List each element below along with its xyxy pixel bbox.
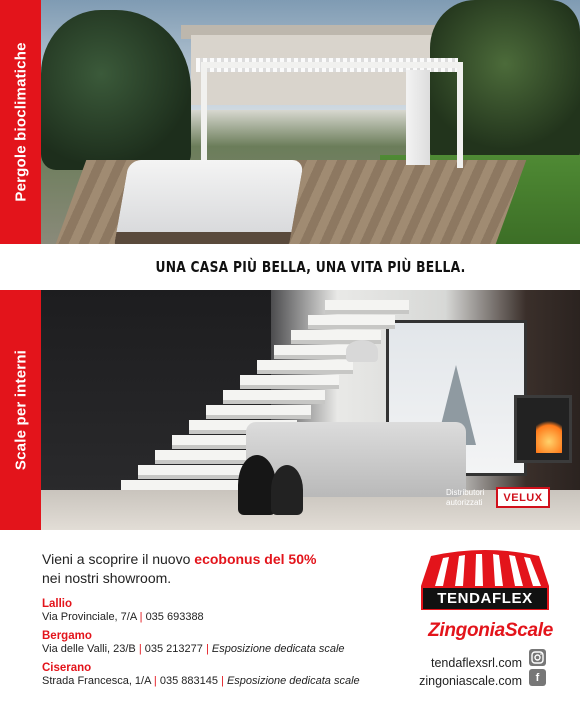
- location-ciserano: Ciserano Strada Francesca, 1/A | 035 883145 | Esposizione dedicata scale: [42, 662, 360, 687]
- side-band-pergole: [0, 0, 41, 244]
- pergola-photo: [41, 0, 580, 244]
- stair-step: [223, 390, 325, 404]
- stair-step: [206, 405, 311, 419]
- awning-logo-icon: [421, 550, 549, 586]
- ecobonus-highlight: ecobonus del 50%: [194, 551, 317, 567]
- side-band-scale: [0, 290, 41, 530]
- instagram-icon[interactable]: [529, 649, 546, 666]
- lamp: [346, 340, 378, 362]
- side-label-scale: Scale per interni: [12, 349, 29, 471]
- velux-logo: VELUX: [496, 487, 550, 508]
- stair-step: [138, 465, 255, 479]
- stair-step: [240, 375, 339, 389]
- distributor-label: Distributori autorizzati: [446, 488, 485, 507]
- stair-step: [325, 300, 409, 314]
- location-lallio: Lallio Via Provinciale, 7/A | 035 693388: [42, 598, 204, 623]
- website-zingonia[interactable]: zingoniascale.com: [419, 674, 522, 688]
- stair-step: [308, 315, 395, 329]
- tendaflex-logo: TENDAFLEX: [421, 586, 549, 610]
- location-bergamo: Bergamo Via delle Valli, 23/B | 035 213277 | Esposizione dedicata scale: [42, 630, 345, 655]
- slogan: UNA CASA PIÙ BELLA, UNA VITA PIÙ BELLA.: [155, 258, 466, 276]
- side-label-pergole: Pergole bioclimatiche: [12, 42, 29, 202]
- intro-text: Vieni a scoprire il nuovo ecobonus del 50% nei nostri showroom.: [42, 551, 317, 586]
- hot-tub: [113, 160, 304, 244]
- facebook-icon[interactable]: f: [529, 669, 546, 686]
- website-tendaflex[interactable]: tendaflexsrl.com: [430, 656, 522, 670]
- zingonia-logo: ZingoniaScale: [428, 620, 553, 641]
- stair-step: [257, 360, 353, 374]
